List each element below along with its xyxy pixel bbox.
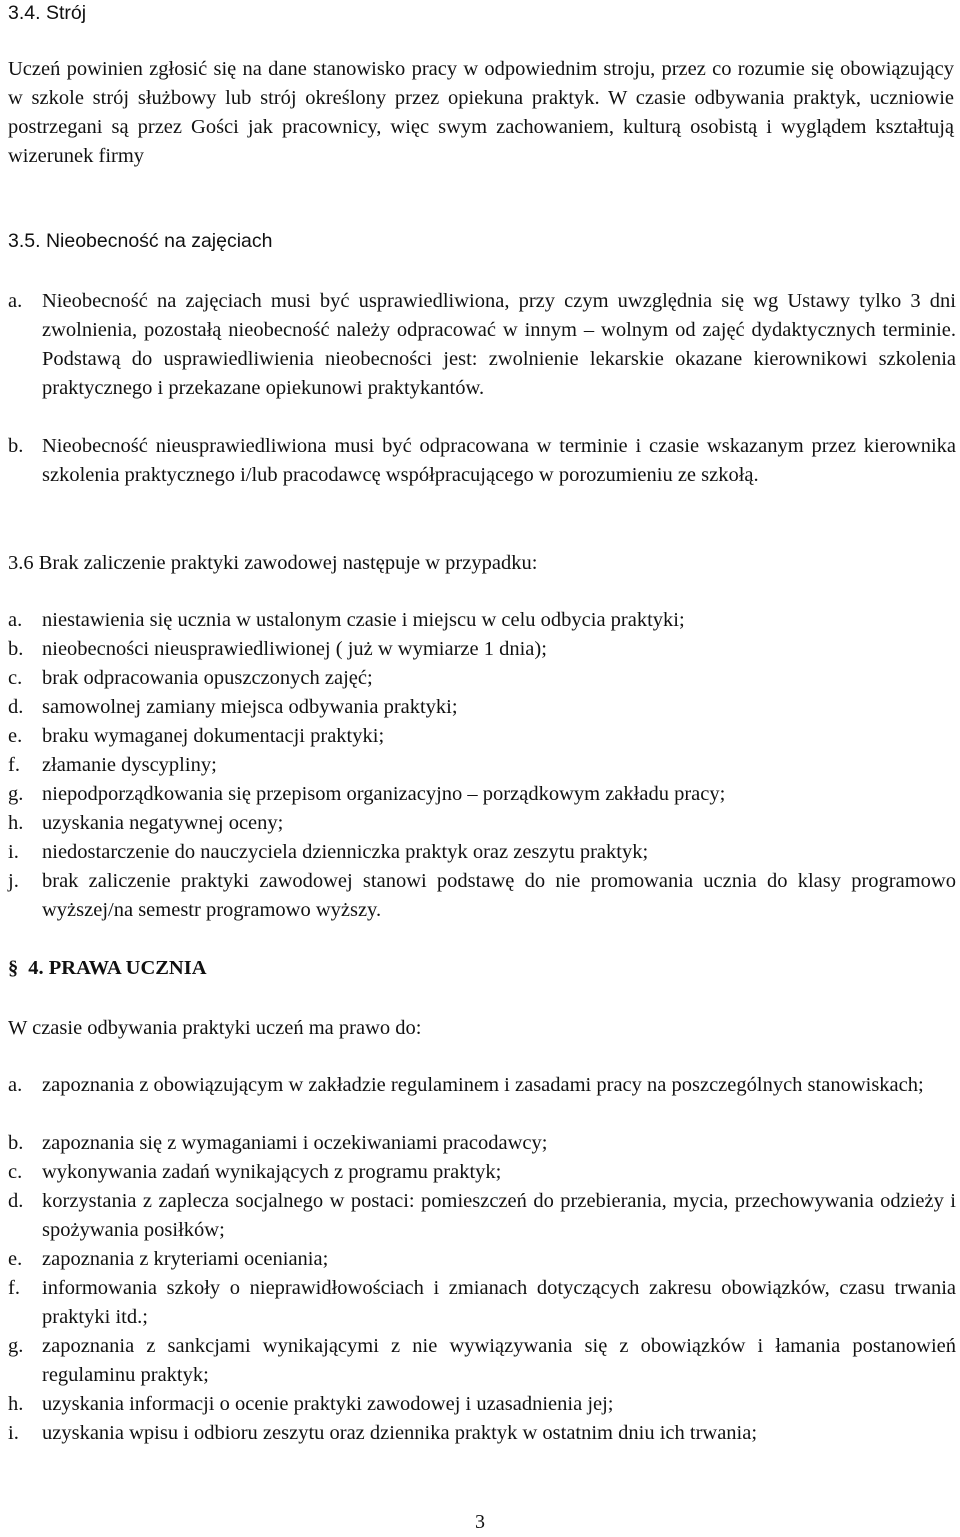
list-item-text: korzystania z zaplecza socjalnego w postaci: pomieszczeń do przebierania, mycia, przechowywania odzieży i spożywania posiłków; [42,1190,956,1241]
list-item [8,1390,956,1419]
list-item [8,1274,956,1332]
list-item [8,1332,956,1390]
list-item-text: brak zaliczenie praktyki zawodowej stanowi podstawę do nie promowania ucznia do klasy programowo wyższej/na semestr programowo wyższy. [42,870,956,921]
list-item-text: zapoznania z sankcjami wynikającymi z nie wywiązywania się z obowiązków i łamania postanowień regulaminu praktyk; [42,1335,956,1386]
list-item-letter: f. [8,1277,20,1299]
list-item-text: niestawienia się ucznia w ustalonym czasie i miejscu w celu odbycia praktyki; [42,609,685,631]
list-item-letter: h. [8,812,24,834]
list-item [8,1187,956,1245]
list-item [8,693,956,722]
list-item-letter: i. [8,841,19,863]
list-item [8,867,956,925]
section-3-4-heading: 3.4. Strój [8,2,87,24]
list-item-letter: e. [8,725,23,747]
list-item [8,664,956,693]
list-item-letter: j. [8,870,19,892]
list-item-letter: g. [8,783,24,805]
list-item-text: wykonywania zadań wynikających z programu praktyk; [42,1161,502,1183]
list-item-letter: b. [8,435,24,457]
list-item-letter: i. [8,1422,19,1444]
list-item [8,722,956,751]
list-item-letter: c. [8,1161,23,1183]
list-item [8,780,956,809]
list-item-text: braku wymaganej dokumentacji praktyki; [42,725,385,747]
list-item [8,1129,956,1158]
list-item [8,432,956,490]
section-4-heading [8,957,207,980]
list-item-text: zapoznania z obowiązującym w zakładzie regulaminem i zasadami pracy na poszczególnych stanowiskach; [42,1074,924,1096]
list-item-letter: e. [8,1248,23,1270]
list-item [8,809,956,838]
list-item-text: uzyskania wpisu i odbioru zeszytu oraz dziennika praktyk w ostatnim dniu ich trwania; [42,1422,758,1444]
list-item-text: niepodporządkowania się przepisom organizacyjno – porządkowym zakładu pracy; [42,783,726,805]
list-item [8,1245,956,1274]
list-item [8,1419,956,1448]
list-item-letter: a. [8,1074,23,1096]
list-item-text: uzyskania informacji o ocenie praktyki zawodowej i uzasadnienia jej; [42,1393,614,1415]
list-item-text: uzyskania negatywnej oceny; [42,812,284,834]
list-item-letter: a. [8,609,23,631]
list-item-text: samowolnej zamiany miejsca odbywania praktyki; [42,696,458,718]
list-item-letter: c. [8,667,23,689]
list-item-letter: b. [8,638,24,660]
list-item-text: niedostarczenie do nauczyciela dzienniczka praktyk oraz zeszytu praktyk; [42,841,649,863]
list-item-text: złamanie dyscypliny; [42,754,217,776]
section-3-4-paragraph: Uczeń powinien zgłosić się na dane stanowisko pracy w odpowiednim stroju, przez co rozumie się obowiązujący w szkole strój służbowy lub strój określony przez opiekuna praktyk. W czasie odbywania praktyk, uczniowie postrzegani są przez Gości jak pracownicy, więc swym zachowaniem, kulturą osobistą i wyglądem kształtują wizerunek firmy [8,58,954,167]
list-item-letter: g. [8,1335,24,1357]
section-4-title: 4. PRAWA UCZNIA [28,957,207,979]
list-item [8,1071,956,1100]
list-item-text: zapoznania z kryteriami oceniania; [42,1248,329,1270]
list-item-text: zapoznania się z wymaganiami i oczekiwaniami pracodawcy; [42,1132,548,1154]
list-item [8,287,956,403]
list-item-text: informowania szkoły o nieprawidłowościach i zmianach dotyczących zakresu obowiązków, czasu trwania praktyki itd.; [42,1277,956,1328]
section-3-5-heading: 3.5. Nieobecność na zajęciach [8,230,273,252]
list-item [8,606,956,635]
list-item [8,751,956,780]
section-sign: § [8,957,19,979]
section-3-6-heading: 3.6 Brak zaliczenie praktyki zawodowej następuje w przypadku: [8,552,538,574]
list-item-text: Nieobecność nieusprawiedliwiona musi być odpracowana w terminie i czasie wskazanym przez kierownika szkolenia praktycznego i/lub pracodawcę współpracującego w porozumieniu ze szkołą. [42,435,956,486]
list-item [8,1158,956,1187]
list-item-letter: a. [8,290,23,312]
list-item-letter: b. [8,1132,24,1154]
list-item-letter: f. [8,754,20,776]
list-item-text: brak odpracowania opuszczonych zajęć; [42,667,373,689]
page-number: 3 [475,1511,485,1533]
list-item-letter: h. [8,1393,24,1415]
list-item-text: nieobecności nieusprawiedliwionej ( już w wymiarze 1 dnia); [42,638,547,660]
list-item [8,635,956,664]
list-item-letter: d. [8,1190,24,1212]
section-4-intro: W czasie odbywania praktyki uczeń ma prawo do: [8,1017,422,1039]
list-item-text: Nieobecność na zajęciach musi być usprawiedliwiona, przy czym uwzględnia się wg Ustawy tylko 3 dni zwolnienia, pozostałą nieobecność należy odpracować w innym – wolnym od zajęć dydaktycznych terminie. Podstawą do usprawiedliwienia nieobecności jest: zwolnienie lekarskie okazane kierownikowi szkolenia praktycznego i przekazane opiekunowi praktykantów. [42,290,956,399]
list-item [8,838,956,867]
list-item-letter: d. [8,696,24,718]
